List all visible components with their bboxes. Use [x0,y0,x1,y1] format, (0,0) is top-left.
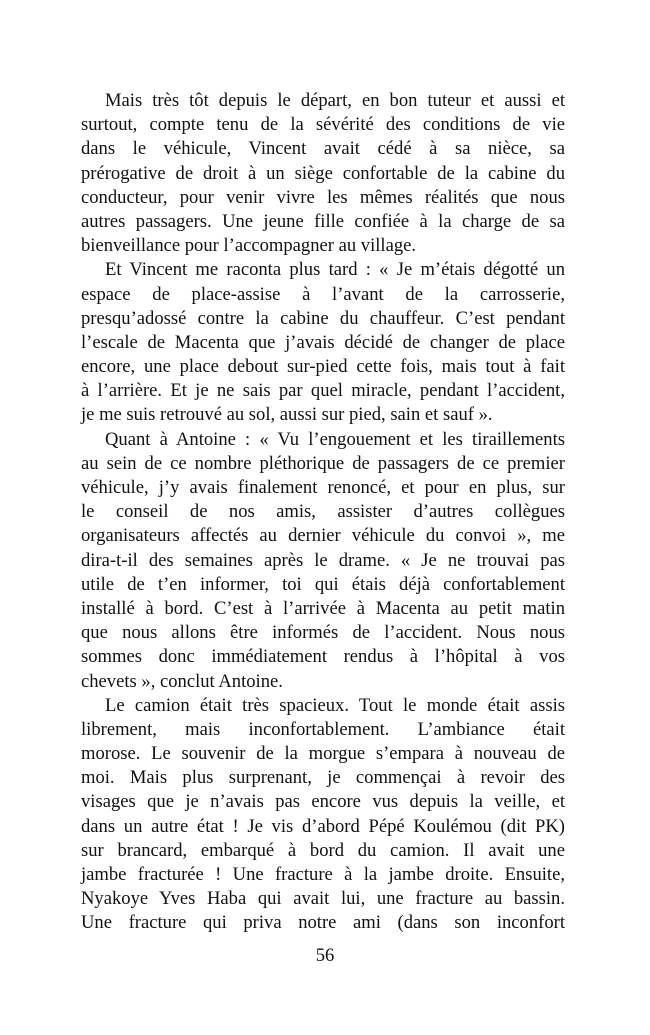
text-line: véhicule, j’y avais finalement renoncé, et pour en plus, sur [81,477,565,498]
text-line: conducteur, pour venir vivre les mêmes réalités que nous [81,186,565,208]
text-line: installé à bord. C’est à l’arrivée à Macenta au petit matin [81,597,565,619]
text-line: je me suis retrouvé au sol, aussi sur pied, sain et sauf ». [81,404,493,426]
text-line: dira-t-il des semaines après le drame. « Je ne trouvai pas [81,549,565,571]
text-line: sommes donc immédiatement rendus à l’hôpital à vos [81,646,565,668]
text-line: à l’arrière. Et je ne sais par quel miracle, pendant l’accident, [81,380,565,402]
text-line: prérogative de droit à un siège confortable de la cabine du [81,162,565,184]
text-line: l’escale de Macenta que j’avais décidé de changer de place [81,331,565,353]
text-line: jambe fracturée ! Une fracture à la jambe droite. Ensuite, [81,864,565,885]
text-line: Quant à Antoine : « Vu l’engouement et les tiraillements [105,428,565,450]
paragraph-3 [81,428,565,694]
text-line: que nous allons être informés de l’accident. Nous nous [81,622,565,644]
text-line: organisateurs affectés au dernier véhicule du convoi », me [81,525,565,547]
text-line: visages que je n’avais pas encore vus depuis la veille, et [81,791,565,813]
paragraph-4 [81,694,565,936]
text-line: sur brancard, embarqué à bord du camion. Il avait une [81,839,565,861]
text-line: autres passagers. Une jeune fille confiée à la charge de sa [81,210,565,232]
text-line: surtout, compte tenu de la sévérité des conditions de vie [81,114,565,136]
text-line: le conseil de nos amis, assister d’autres collègues [81,501,565,523]
paragraph-2 [81,258,565,427]
page-number: 56 [315,945,335,966]
text-line: Le camion était très spacieux. Tout le monde était assis [105,694,565,716]
text-line: dans un autre état ! Je vis d’abord Pépé Koulémou (dit PK) [81,815,565,837]
text-line: Une fracture qui priva notre ami (dans son inconfort [81,912,565,934]
paragraph-1 [81,89,565,258]
text-line: bienveillance pour l’accompagner au village. [81,235,417,257]
text-line: librement, mais inconfortablement. L’ambiance était [81,718,565,740]
text-line: chevets », conclut Antoine. [81,670,283,692]
text-line: encore, une place debout sur-pied cette fois, mais tout à fait [81,356,565,378]
text-line: au sein de ce nombre pléthorique de passagers de ce premier [81,452,565,474]
text-line: Et Vincent me raconta plus tard : « Je m’étais dégotté un [105,259,565,281]
text-line: moi. Mais plus surprenant, je commençai à revoir des [81,767,565,789]
text-line: Mais très tôt depuis le départ, en bon tuteur et aussi et [105,90,565,111]
text-line: espace de place-assise à l’avant de la carrosserie, [81,283,565,305]
text-line: utile de t’en informer, toi qui étais déjà confortablement [81,573,565,595]
text-line: dans le véhicule, Vincent avait cédé à sa nièce, sa [81,138,565,160]
text-line: morose. Le souvenir de la morgue s’empara à nouveau de [81,743,565,765]
text-line: Nyakoye Yves Haba qui avait lui, une fracture au bassin. [81,888,565,910]
text-line: presqu’adossé contre la cabine du chauffeur. C’est pendant [81,307,565,329]
body-text [81,89,565,936]
